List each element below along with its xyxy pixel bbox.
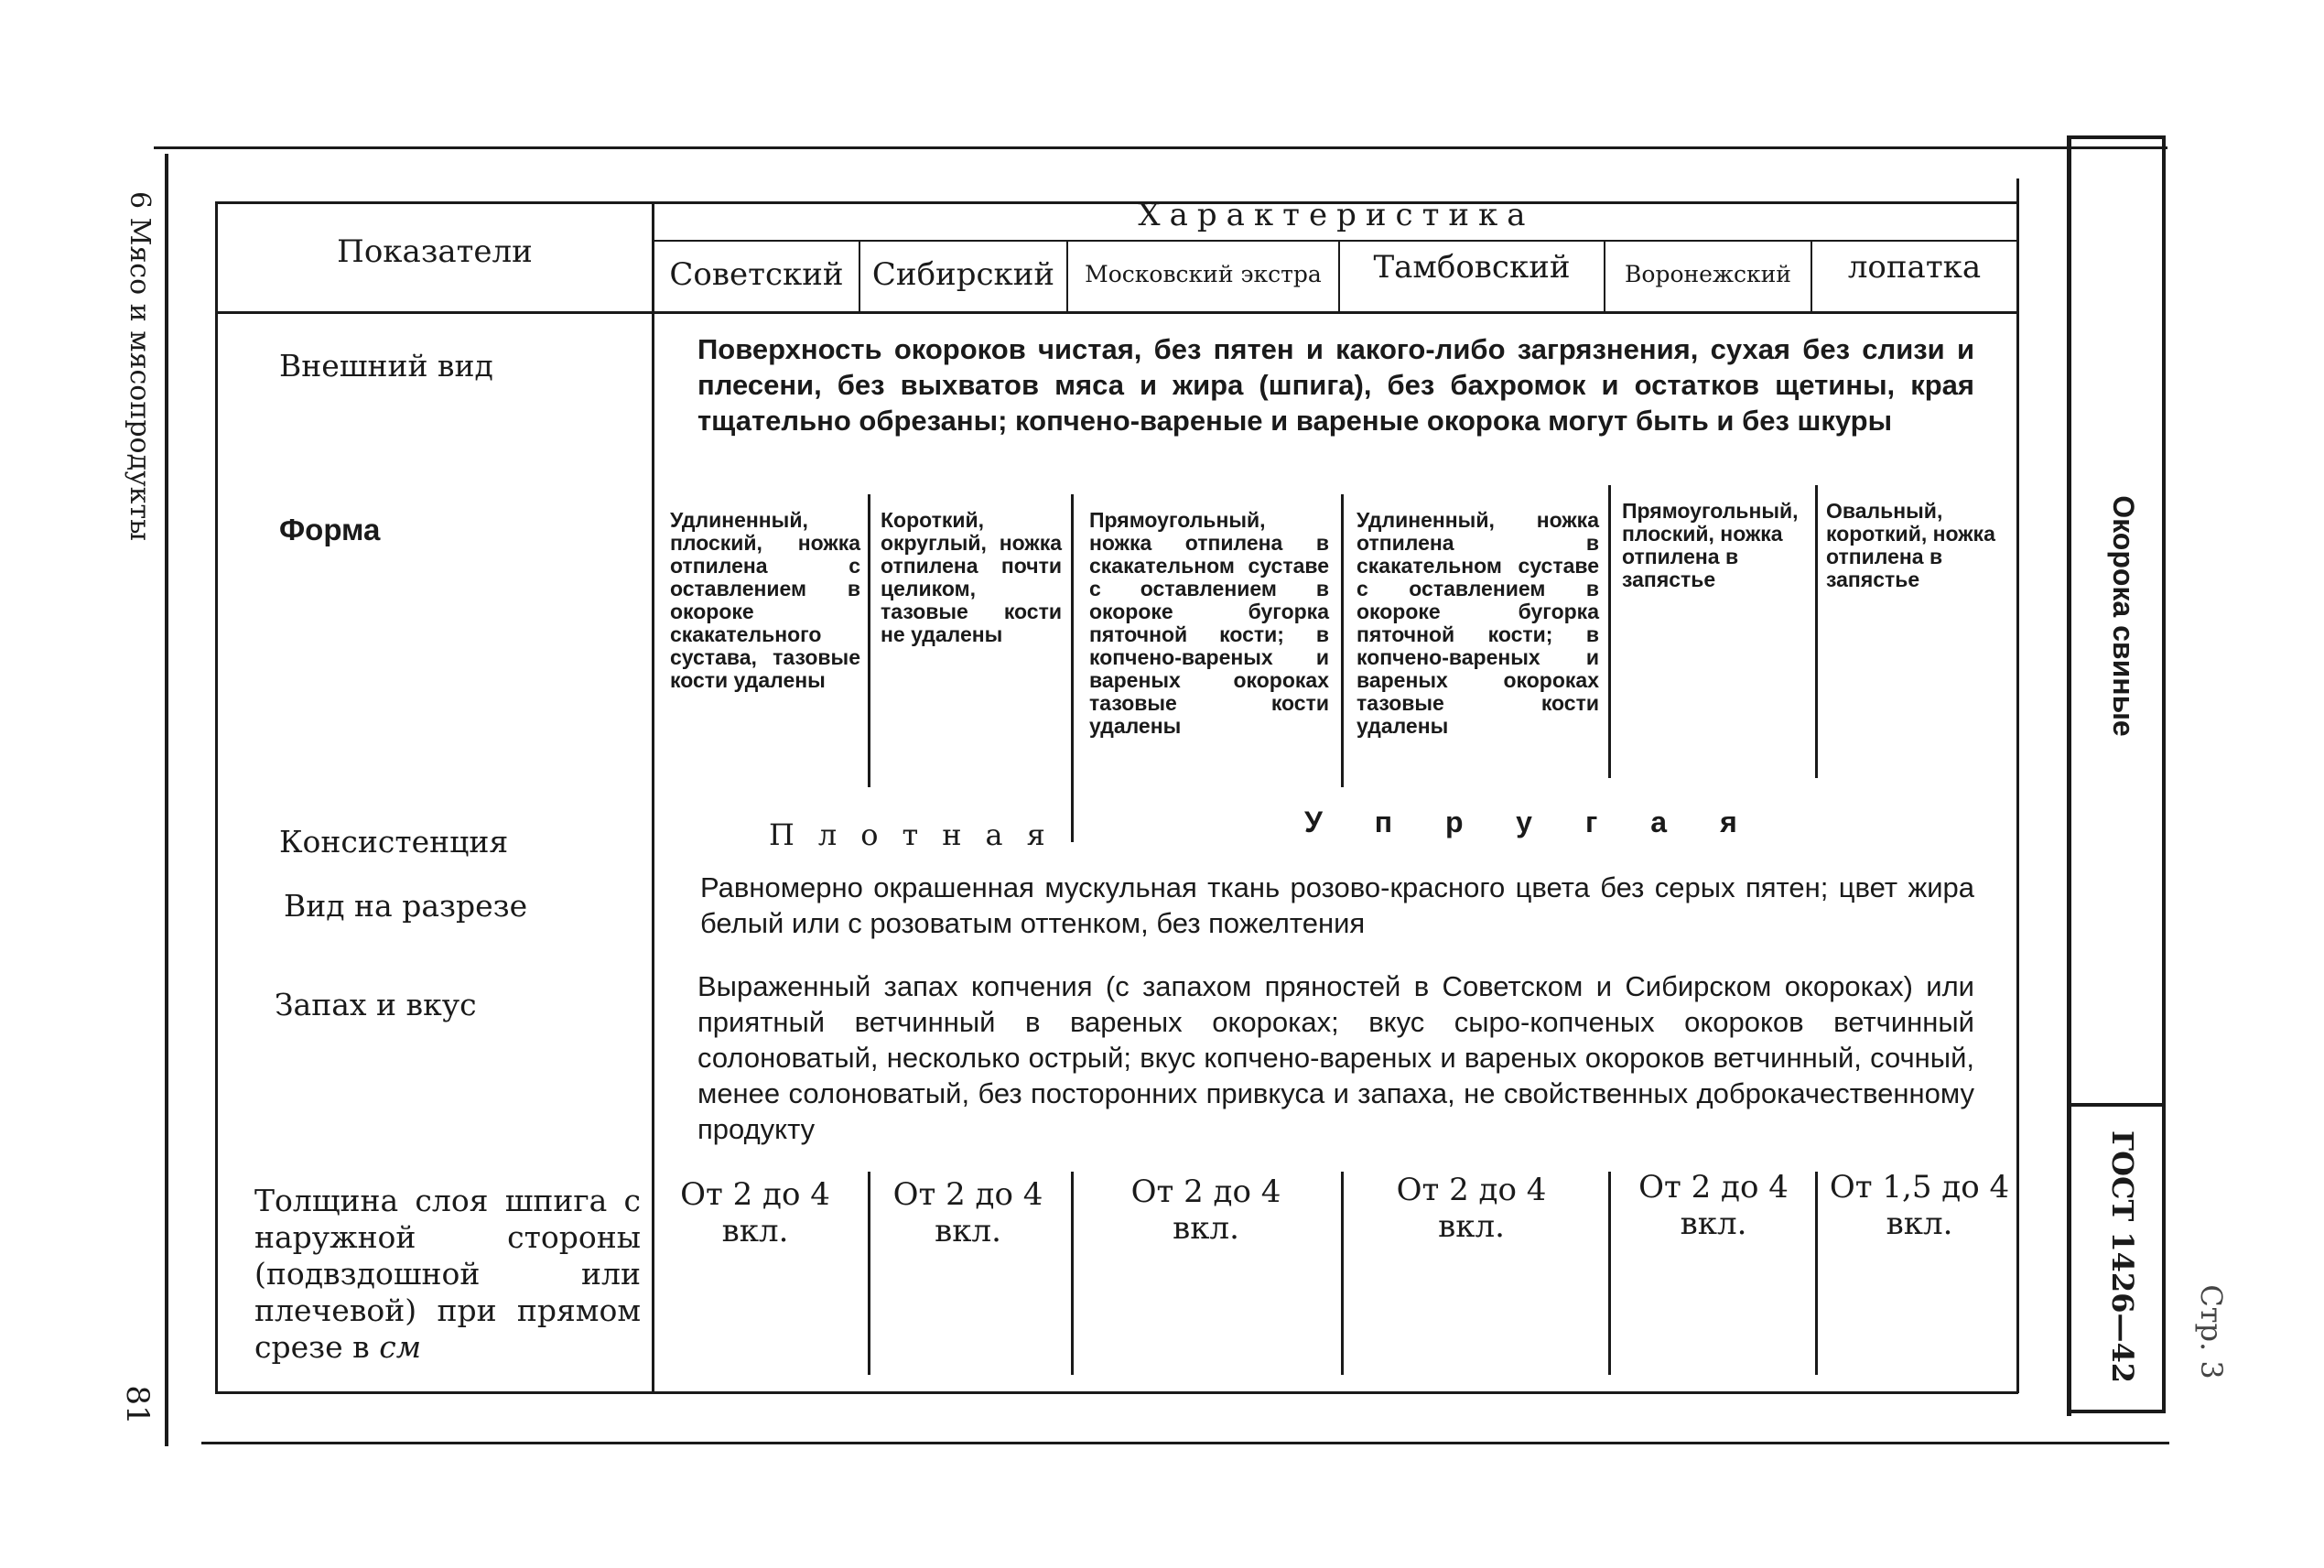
col-sovetsky: Советский [669, 256, 844, 293]
row-label-thickness [254, 1183, 641, 1366]
left-page-number: 81 [119, 1385, 156, 1425]
col-tambovsky: Тамбовский [1373, 249, 1571, 286]
row-label-smell-taste: Запах и вкус [275, 987, 477, 1022]
shape-cell-moskovsky: Прямоугольный, ножка отпилена в скакательном суставе с оставлением в окороке бугорка пяточной кости; в копчено-вареных и вареных окороках тазовые кости удалены [1089, 508, 1329, 738]
thickness-cell-sibirsky: От 2 до 4 вкл. [892, 1176, 1043, 1249]
cut-view-text: Равномерно окрашенная мускульная ткань розово-красного цвета без серых пятен; цвет жира белый или с розоватым оттенком, без пожелтения [700, 871, 1974, 939]
consistency-elastic: Упругая [1304, 806, 1790, 838]
header-characteristic: Характеристика [1138, 197, 1535, 233]
left-section-caption: 6 Мясо и мясопродукты [124, 191, 156, 541]
thickness-cell-voronezhsky: От 2 до 4 вкл. [1638, 1169, 1789, 1242]
side-standard-number: ГОСТ 1426—42 [2105, 1130, 2140, 1383]
consistency-dense: Плотная [769, 817, 1069, 852]
thickness-cell-sovetsky: От 2 до 4 вкл. [680, 1176, 830, 1249]
row-label-consistency: Консистенция [279, 824, 509, 860]
thickness-label-text: Толщина слоя шпига с наружной стороны (подвздошной или плечевой) при прямом срезе в [254, 1183, 641, 1365]
shape-cell-tambovsky: Удлиненный, ножка отпилена в скакательном суставе с оставлением в окороке бугорка пяточной кости; в копчено-вареных и вареных окороках тазовые кости удалены [1357, 508, 1599, 738]
col-sibirsky: Сибирский [871, 256, 1055, 293]
right-page-caption: Стр. 3 [2194, 1284, 2229, 1379]
row-label-shape: Форма [279, 513, 381, 546]
col-lopatka: лопатка [1847, 249, 1982, 286]
appearance-text: Поверхность окороков чистая, без пятен и какого-либо загрязнения, сухая без слизи и плесени, без выхватов мяса и жира (шпига), без бахромок и остатков щетины, края тщательно обрезаны; копчено-вареные и вареные окорока могут быть и без шкуры [697, 333, 1974, 437]
side-title: Окорока свиные [2107, 495, 2140, 737]
col-voronezhsky: Воронежский [1625, 261, 1791, 287]
thickness-cell-moskovsky: От 2 до 4 вкл. [1130, 1173, 1281, 1247]
row-label-cut-view: Вид на разрезе [284, 888, 528, 924]
row-label-appearance: Внешний вид [279, 348, 493, 384]
header-indicators: Показатели [337, 233, 533, 270]
shape-cell-sovetsky: Удлиненный, плоский, ножка отпилена с оставлением в окороке скакательного сустава, тазовые кости удалены [670, 508, 860, 692]
thickness-cell-tambovsky: От 2 до 4 вкл. [1396, 1172, 1547, 1245]
shape-cell-lopatka: Овальный, короткий, ножка отпилена в запястье [1826, 499, 1995, 591]
shape-cell-sibirsky: Короткий, округлый, ножка отпилена почти целиком, тазовые кости не удалены [881, 508, 1062, 646]
thickness-unit: см [379, 1329, 422, 1365]
thickness-cell-lopatka: От 1,5 до 4 вкл. [1829, 1169, 2010, 1242]
shape-cell-voronezhsky: Прямоугольный, плоский, ножка отпилена в запястье [1622, 499, 1799, 591]
smell-taste-text: Выраженный запах копчения (с запахом пряностей в Советском и Сибирском окороках) или приятный ветчинный в вареных окороках; вкус сыро-копченых окороков ветчинный солоноватый, несколько острый; вкус копчено-вареных и вареных окороков ветчинный, сочный, менее солоноватый, без посторонних привкуса и запаха, не свойственных доброкачественному продукту [697, 970, 1974, 1145]
col-moskovsky-extra: Московский экстра [1085, 261, 1322, 287]
